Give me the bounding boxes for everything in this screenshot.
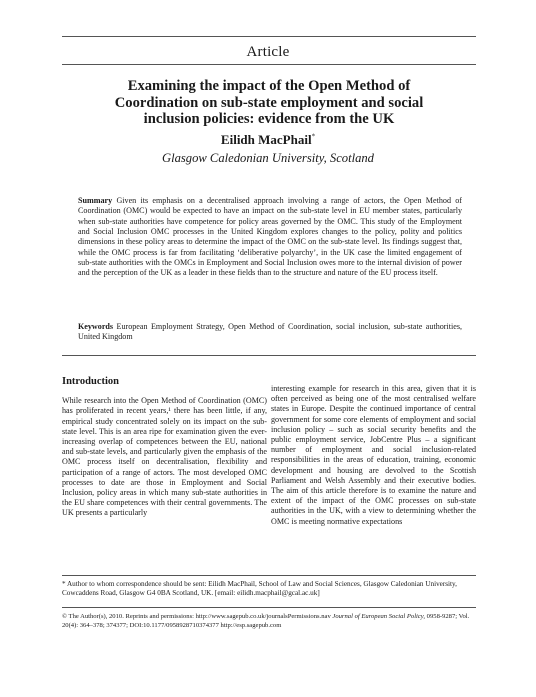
- title-line: Examining the impact of the Open Method of: [127, 78, 411, 94]
- author-line: [0, 132, 536, 148]
- body-paragraph: interesting example for research in this area, given that it is often perceived as being one of the most centralised welfare states in Europe. Despite the continued importance of central government for some core elements of employment and social inclusion policy – such as social security benefits and the public employment service, JobCentre Plus – a significant number of employment and social inclusion-related responsibilities in the areas of education, training, economic development and housing are devolved to the Scottish Parliament and Welsh Assembly and their executive bodies. The aim of this article therefore is to examine the nature and extent of the impact of the OMC processes on sub-state authorities in the UK, with a view to determining whether the OMC is meeting normative expectations: [271, 384, 476, 526]
- section-heading: Introduction: [62, 376, 119, 387]
- correspondence-footnote: * Author to whom correspondence should be sent: Eilidh MacPhail, School of Law and Social Sciences, Glasgow Caledonian University, Cowcaddens Road, Glasgow G4 0BA Scotland, UK. [email: eilidh.macphail@gcal.ac.uk]: [62, 580, 457, 598]
- header-rule: [62, 64, 476, 65]
- article-type-label: Article: [246, 44, 290, 60]
- abstract: [78, 196, 462, 279]
- article-title: [90, 78, 448, 128]
- copyright-rule: [62, 607, 476, 608]
- copyright-notice: [62, 613, 476, 630]
- title-line: inclusion policies: evidence from the UK: [143, 111, 395, 127]
- abstract-text: Given its emphasis on a decentralised approach involving a range of actors, the Open Method of Coordination (OMC) would be expected to have an impact on the sub-state level in EU member states, particularly when sub-state authorities have competence for policy areas governed by the OMC. This study of the Employment and Social Inclusion OMC processes in the United Kingdom explores changes to the policy, polity and politics dimensions in these policy areas to determine the impact of the OMC on the sub-state level. Its findings suggest that, while the OMC process is far from facilitating ‘deliberative polyarchy’, in the UK case the limited engagement of sub-state authorities with the OMCs in Employment and Social Inclusion owes more to the internal division of power and the perception of the UK as a leader in these fields than to the structure and nature of the EU process itself.: [78, 196, 462, 278]
- keywords-text: European Employment Strategy, Open Method of Coordination, social inclusion, sub-state authorities, United Kingdom: [78, 322, 462, 342]
- body-column-left: [62, 377, 267, 519]
- author-affiliation: Glasgow Caledonian University, Scotland: [162, 151, 374, 165]
- abstract-label: Summary: [78, 196, 113, 205]
- keywords-label: Keywords: [78, 322, 114, 331]
- author-marker: *: [311, 132, 316, 141]
- footnote-rule: [62, 575, 476, 576]
- title-line: Coordination on sub-state employment and social: [114, 94, 424, 111]
- copyright-suffix: 0958-9287; Vol. 20(4): 364–378; 374377; DOI:10.1177/0958928710374377 http://esp.sagepub.com: [62, 613, 470, 629]
- section-rule: [62, 355, 476, 356]
- keywords: [78, 322, 462, 343]
- body-column-right: [271, 384, 476, 527]
- copyright-prefix: © The Author(s), 2010. Reprints and permissions: http://www.sagepub.co.uk/journalsPermissions.nav: [62, 613, 331, 620]
- top-rule: [62, 36, 476, 37]
- journal-name: Journal of European Social Policy,: [332, 613, 426, 620]
- author-name: Eilidh MacPhail: [220, 132, 312, 147]
- body-paragraph: While research into the Open Method of Coordination (OMC) has proliferated in recent years,¹ there has been little, if any, empirical study concentrated solely on its impact on the sub-state level. This is an area ripe for examination given the ever-increasing overlap of competences between the EU, national and sub-state levels, and particularly given the emphasis of the OMC process itself on decentralisation, flexibility and participation of a range of actors. The most developed OMC processes to date are those in Employment and Social Inclusion, policy areas in which many sub-state authorities in the EU share competences with their central governments. The UK presents a particularly: [62, 396, 267, 518]
